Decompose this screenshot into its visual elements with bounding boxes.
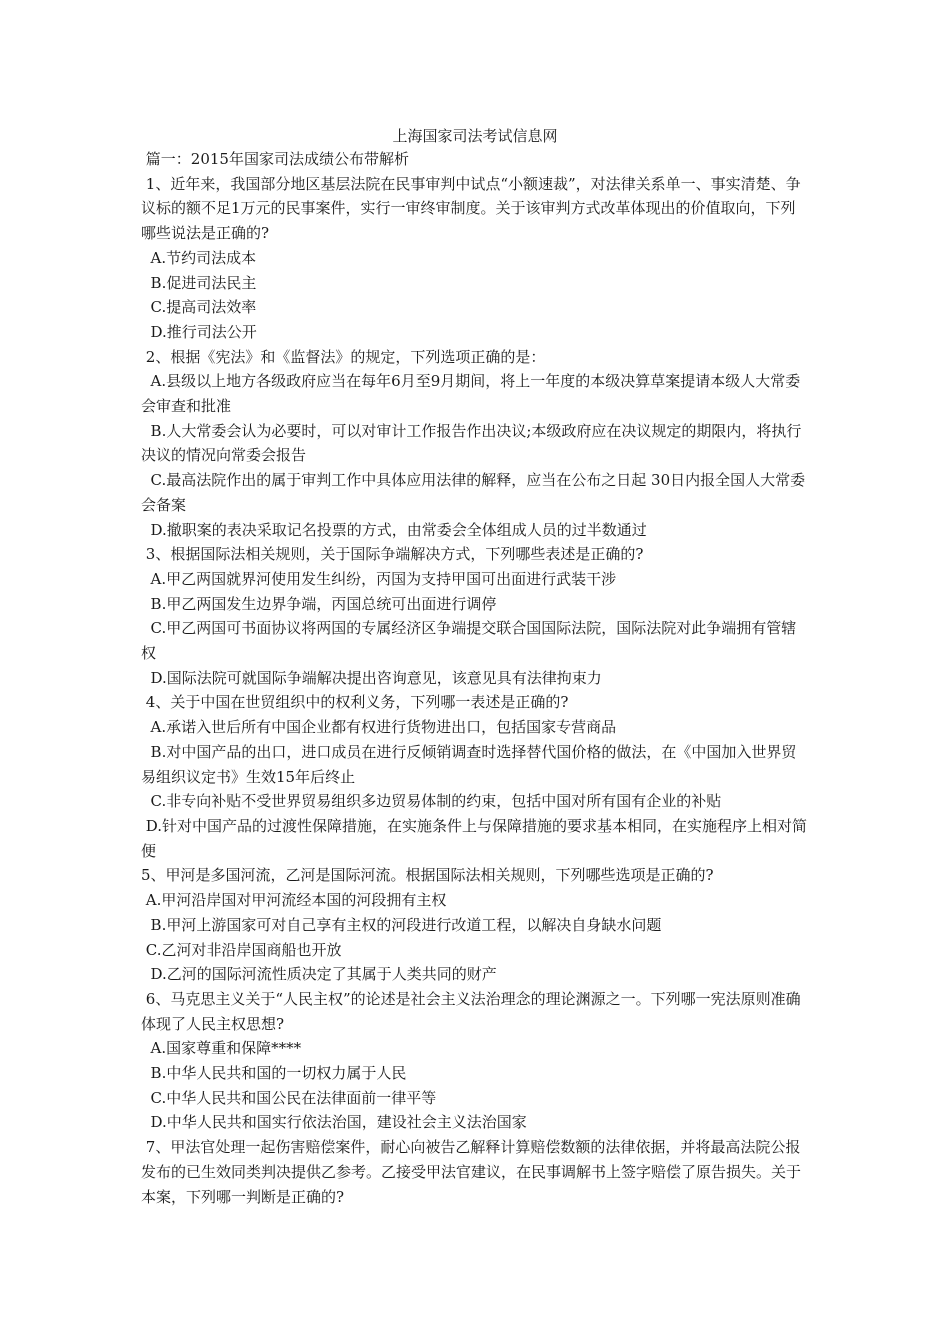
document-paragraph: A.承诺入世后所有中国企业都有权进行货物进出口，包括国家专营商品 (141, 718, 617, 737)
document-paragraph: A.县级以上地方各级政府应当在每年6月至9月期间，将上一年度的本级决算草案提请本级人大常委会审查和批准 (141, 372, 801, 416)
document-paragraph: A.国家尊重和保障**** (141, 1039, 302, 1058)
document-paragraph: D.推行司法公开 (141, 322, 257, 341)
document-paragraph: 1、近年来，我国部分地区基层法院在民事审判中试点“小额速裁”，对法律关系单一、事实清楚、争议标的额不足1万元的民事案件，实行一审终审制度。关于该审判方式改革体现出的价值取向，下列哪些说法是正确的? (141, 174, 801, 243)
document-paragraph: D.乙河的国际河流性质决定了其属于人类共同的财产 (141, 965, 497, 984)
document-paragraph: 篇一：2015年国家司法成绩公布带解析 (141, 150, 409, 168)
document-paragraph: D.针对中国产品的过渡性保障措施，在实施条件上与保障措施的要求基本相同，在实施程序上相对简便 (141, 816, 808, 860)
document-paragraph: B.人大常委会认为必要时，可以对审计工作报告作出决议;本级政府应在决议规定的期限内，将执行决议的情况向常委会报告 (141, 421, 802, 465)
document-title: 上海国家司法考试信息网 (392, 127, 558, 145)
document-paragraph: C.中华人民共和国公民在法律面前一律平等 (141, 1088, 437, 1107)
document-paragraph: D.国际法院可就国际争端解决提出咨询意见，该意见具有法律拘束力 (141, 668, 602, 687)
document-paragraph: 6、马克思主义关于“人民主权”的论述是社会主义法治理念的理论渊源之一。下列哪一宪法原则准确体现了人民主权思想? (141, 989, 801, 1033)
document-paragraph: A.甲乙两国就界河使用发生纠纷，丙国为支持甲国可出面进行武装干涉 (141, 569, 617, 588)
document-paragraph: C.最高法院作出的属于审判工作中具体应用法律的解释，应当在公布之日起 30日内报全国人大常委会备案 (141, 471, 806, 514)
document-body (141, 147, 809, 1209)
document-paragraph: A.甲河沿岸国对甲河流经本国的河段拥有主权 (141, 891, 447, 910)
document-paragraph: D.撤职案的表决采取记名投票的方式，由常委会全体组成人员的过半数通过 (141, 520, 647, 539)
document-paragraph: D.中华人民共和国实行依法治国，建设社会主义法治国家 (141, 1113, 527, 1132)
document-paragraph: 2、根据《宪法》和《监督法》的规定，下列选项正确的是： (141, 347, 546, 366)
document-paragraph: B.促进司法民主 (141, 273, 257, 292)
document-paragraph: C.提高司法效率 (141, 298, 257, 317)
document-paragraph: 4、关于中国在世贸组织中的权利义务，下列哪一表述是正确的? (141, 693, 569, 712)
document-paragraph: 3、根据国际法相关规则，关于国际争端解决方式，下列哪些表述是正确的? (141, 545, 644, 564)
document-paragraph: B.甲乙两国发生边界争端，丙国总统可出面进行调停 (141, 594, 497, 613)
document-paragraph: C.乙河对非沿岸国商船也开放 (141, 940, 342, 959)
document-paragraph: A.节约司法成本 (141, 248, 257, 267)
document-paragraph: 5、甲河是多国河流，乙河是国际河流。根据国际法相关规则，下列哪些选项是正确的? (141, 866, 714, 885)
document-paragraph: B.对中国产品的出口，进口成员在进行反倾销调查时选择替代国价格的做法，在《中国加入世界贸易组织议定书》生效15年后终止 (141, 742, 797, 786)
document-paragraph: B.甲河上游国家可对自己享有主权的河段进行改道工程，以解决自身缺水问题 (141, 915, 662, 934)
document-paragraph: B.中华人民共和国的一切权力属于人民 (141, 1064, 407, 1083)
document-paragraph: C.甲乙两国可书面协议将两国的专属经济区争端提交联合国国际法院，国际法院对此争端拥有管辖权 (141, 619, 797, 663)
document-paragraph: 7、甲法官处理一起伤害赔偿案件，耐心向被告乙解释计算赔偿数额的法律依据，并将最高法院公报发布的已生效同类判决提供乙参考。乙接受甲法官建议，在民事调解书上签字赔偿了原告损失。关于本案，下列哪一判断是正确的? (141, 1138, 802, 1206)
document-paragraph: C.非专向补贴不受世界贸易组织多边贸易体制的约束，包括中国对所有国有企业的补贴 (141, 792, 722, 811)
